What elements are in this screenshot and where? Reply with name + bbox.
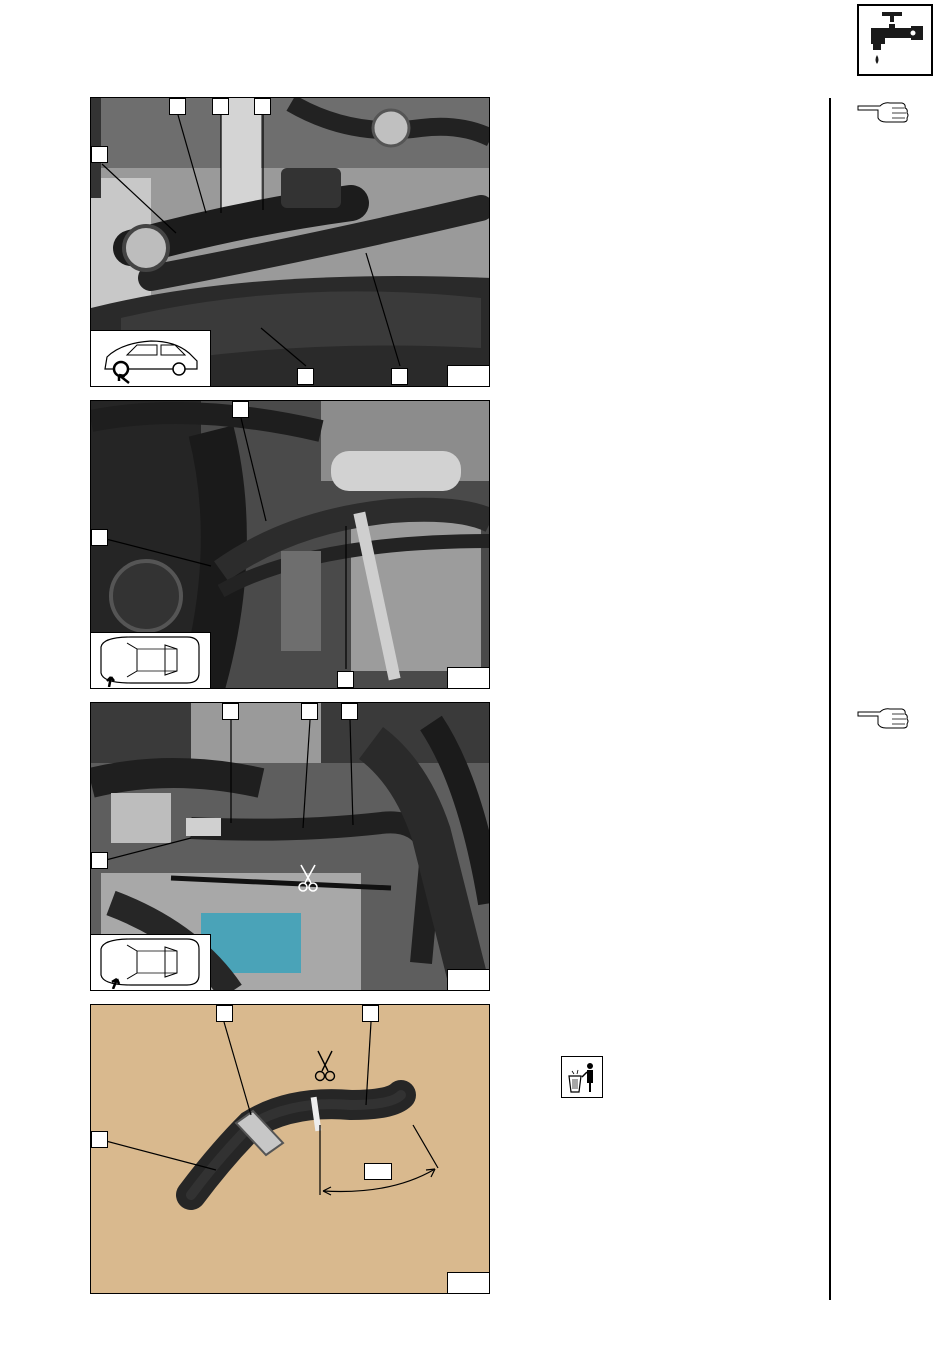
callout-label bbox=[362, 1005, 379, 1022]
figure-4-photo bbox=[90, 1004, 490, 1294]
scissors-icon bbox=[313, 1049, 337, 1083]
figure-number bbox=[447, 969, 489, 990]
callout-label bbox=[169, 98, 186, 115]
callout-label bbox=[254, 98, 271, 115]
callout-label bbox=[341, 703, 358, 720]
dimension-label bbox=[364, 1163, 392, 1180]
callout-label bbox=[337, 671, 354, 688]
column-divider bbox=[829, 98, 831, 1300]
figure-1-photo bbox=[90, 97, 490, 387]
callout-label bbox=[222, 703, 239, 720]
callout-label bbox=[391, 368, 408, 385]
water-tap-icon bbox=[863, 10, 927, 70]
callout-label bbox=[91, 852, 108, 869]
callout-label bbox=[91, 1131, 108, 1148]
car-top-view-icon bbox=[91, 934, 211, 990]
pointing-hand-icon bbox=[856, 98, 910, 126]
callout-label bbox=[301, 703, 318, 720]
callout-label bbox=[216, 1005, 233, 1022]
callout-label bbox=[297, 368, 314, 385]
callout-label bbox=[91, 529, 108, 546]
car-top-view-icon bbox=[91, 632, 211, 688]
car-side-view-icon bbox=[91, 330, 211, 386]
figure-3-photo bbox=[90, 702, 490, 991]
callout-label bbox=[232, 401, 249, 418]
figure-number bbox=[447, 1272, 489, 1293]
callout-label bbox=[212, 98, 229, 115]
figure-number bbox=[447, 365, 489, 386]
callout-label bbox=[91, 146, 108, 163]
section-badge bbox=[857, 4, 933, 76]
trash-bin-icon bbox=[561, 1056, 603, 1098]
scissors-icon bbox=[296, 863, 320, 893]
figure-2-photo bbox=[90, 400, 490, 689]
pointing-hand-icon bbox=[856, 704, 910, 732]
figure-number bbox=[447, 667, 489, 688]
